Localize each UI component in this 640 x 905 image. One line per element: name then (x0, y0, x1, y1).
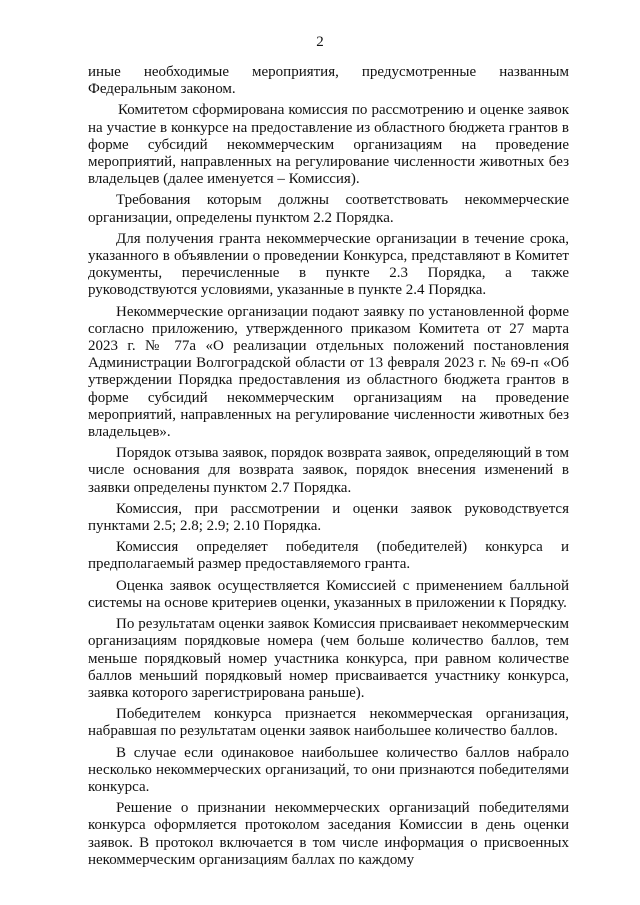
paragraph-scoring-system: Оценка заявок осуществляется Комиссией с применением балльной системы на основе критериев оценки, указанных в приложении к Порядку. (88, 577, 569, 611)
paragraph-commission-formed: Комитетом сформирована комиссия по рассмотрению и оценке заявок на участие в конкурсе на предоставление из областного бюджета грантов в форме субсидий некоммерческим организациям на проведение мероприятий, направленных на регулирование численности животных без владельцев (далее именуется – Комиссия). (88, 102, 569, 188)
paragraph-tie-case: В случае если одинаковое наибольшее количество баллов набрало несколько некоммерческих организаций, то они признаются победителями конкурса. (88, 744, 569, 795)
paragraph-withdrawal-order: Порядок отзыва заявок, порядок возврата заявок, определяющий в том числе основания для возврата заявок, порядок внесения изменений в заявки определены пунктом 2.7 Порядка. (88, 445, 569, 496)
paragraph-grant-documents: Для получения гранта некоммерческие организации в течение срока, указанного в объявлении о проведении Конкурса, представляют в Комитет документы, перечисленные в пункте 2.3 Порядка, а также руководствуются условиями, указанные в пункте 2.4 Порядка. (88, 230, 569, 299)
paragraph-winner-definition: Победителем конкурса признается некоммерческая организация, набравшая по результатам оценки заявок наибольшее количество баллов. (88, 706, 569, 740)
paragraph-winner-determination: Комиссия определяет победителя (победителей) конкурса и предполагаемый размер предоставляемого гранта. (88, 539, 569, 573)
document-body (88, 64, 569, 873)
paragraph-ranking: По результатам оценки заявок Комиссия присваивает некоммерческим организациям порядковые номера (чем больше количество баллов, тем меньше порядковый номер участника конкурса, при равном количестве баллов меньший порядковый номер присваивается участнику конкурса, заявка которого зарегистрирована раньше). (88, 616, 569, 701)
paragraph-application-form: Некоммерческие организации подают заявку по установленной форме согласно приложению, утвержденного приказом Комитета от 27 марта 2023 г. № 77а «О реализации отдельных положений постановления Администрации Волгоградской области от 13 февраля 2023 г. № 69-п «Об утверждении Порядка предоставления из областного бюджета грантов в форме субсидий некоммерческим организациям на проведение мероприятий, направленных на регулирование численности животных без владельцев». (88, 303, 569, 441)
paragraph-decision-protocol: Решение о признании некоммерческих организаций победителями конкурса оформляется протоколом заседания Комиссии в день оценки заявок. В протокол включается в том числе информация о присвоенных некоммерческим организациям баллах по каждому (88, 800, 569, 868)
page-number: 2 (316, 34, 324, 50)
paragraph-commission-review: Комиссия, при рассмотрении и оценки заявок руководствуется пунктами 2.5; 2.8; 2.9; 2.10 Порядка. (88, 500, 569, 535)
paragraph-continuation: иные необходимые мероприятия, предусмотренные названным Федеральным законом. (88, 64, 569, 98)
paragraph-requirements: Требования которым должны соответствовать некоммерческие организации, определены пунктом 2.2 Порядка. (88, 192, 569, 226)
